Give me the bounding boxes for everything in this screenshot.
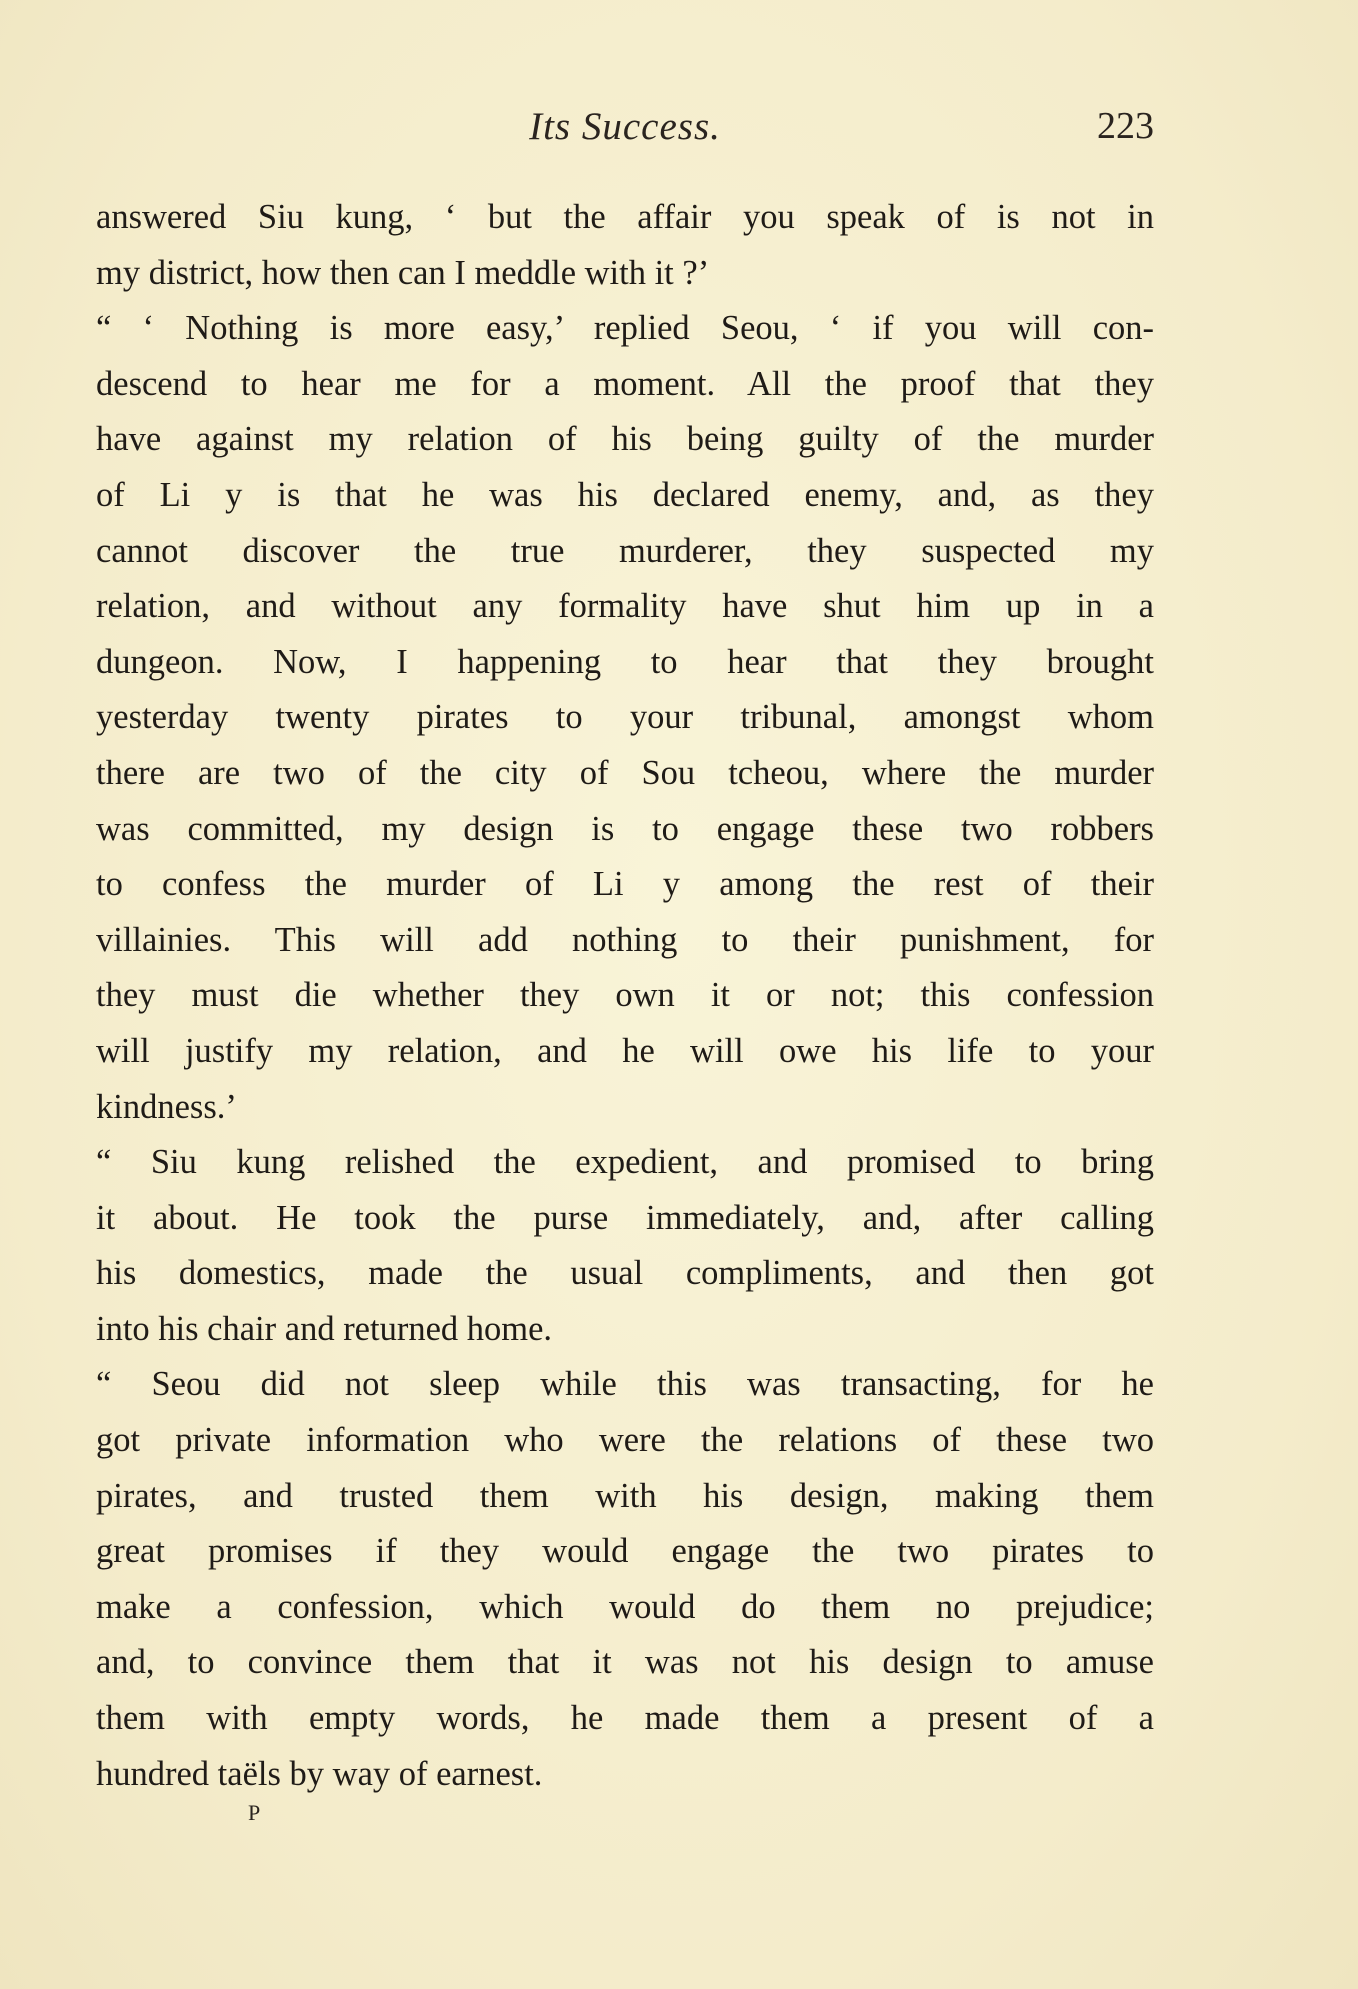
text-line: my district, how then can I meddle with it ?’ bbox=[96, 253, 710, 292]
running-head bbox=[96, 104, 1154, 160]
text-line: have against my relation of his being guilty of the murder bbox=[96, 420, 1154, 459]
text-line: cannot discover the true murderer, they suspected my bbox=[96, 531, 1154, 570]
text-line: there are two of the city of Sou tcheou, where the murder bbox=[96, 753, 1154, 792]
text-line: it about. He took the purse immediately, and, after calling bbox=[96, 1198, 1154, 1237]
text-line: into his chair and returned home. bbox=[96, 1309, 553, 1348]
text-line: descend to hear me for a moment. All the proof that they bbox=[96, 364, 1154, 403]
text-line: of Li y is that he was his declared enemy, and, as they bbox=[96, 475, 1154, 514]
page-number: 223 bbox=[1097, 105, 1154, 147]
text-line: relation, and without any formality have shut him up in a bbox=[96, 587, 1154, 626]
text-line: his domestics, made the usual compliments, and then got bbox=[96, 1254, 1154, 1293]
text-line: “ ‘ Nothing is more easy,’ replied Seou, ‘ if you will con- bbox=[96, 309, 1154, 348]
text-line: “ Seou did not sleep while this was transacting, for he bbox=[96, 1365, 1154, 1404]
text-line: make a confession, which would do them no prejudice; bbox=[96, 1587, 1154, 1626]
text-line: pirates, and trusted them with his design, making them bbox=[96, 1476, 1154, 1515]
text-line: they must die whether they own it or not; this confession bbox=[96, 976, 1154, 1015]
text-line: villainies. This will add nothing to their punishment, for bbox=[96, 920, 1154, 959]
text-line: dungeon. Now, I happening to hear that they brought bbox=[96, 642, 1154, 681]
text-line: great promises if they would engage the two pirates to bbox=[96, 1532, 1154, 1571]
text-line: will justify my relation, and he will owe his life to your bbox=[96, 1031, 1154, 1070]
text-line: hundred taëls by way of earnest. bbox=[96, 1754, 543, 1793]
text-line: yesterday twenty pirates to your tribunal, amongst whom bbox=[96, 698, 1154, 737]
running-head-title: Its Success. bbox=[529, 105, 721, 148]
text-line: answered Siu kung, ‘ but the affair you speak of is not in bbox=[96, 198, 1154, 236]
text-line: was committed, my design is to engage these two robbers bbox=[96, 809, 1154, 848]
body-text bbox=[96, 190, 1154, 1802]
text-line: them with empty words, he made them a present of a bbox=[96, 1699, 1154, 1738]
text-line: to confess the murder of Li y among the rest of their bbox=[96, 865, 1154, 904]
text-line: got private information who were the relations of these two bbox=[96, 1421, 1154, 1460]
text-line: “ Siu kung relished the expedient, and promised to bring bbox=[96, 1143, 1154, 1182]
signature-mark: P bbox=[248, 1800, 262, 1825]
text-line: and, to convince them that it was not his design to amuse bbox=[96, 1643, 1154, 1682]
text-line: kindness.’ bbox=[96, 1087, 237, 1126]
